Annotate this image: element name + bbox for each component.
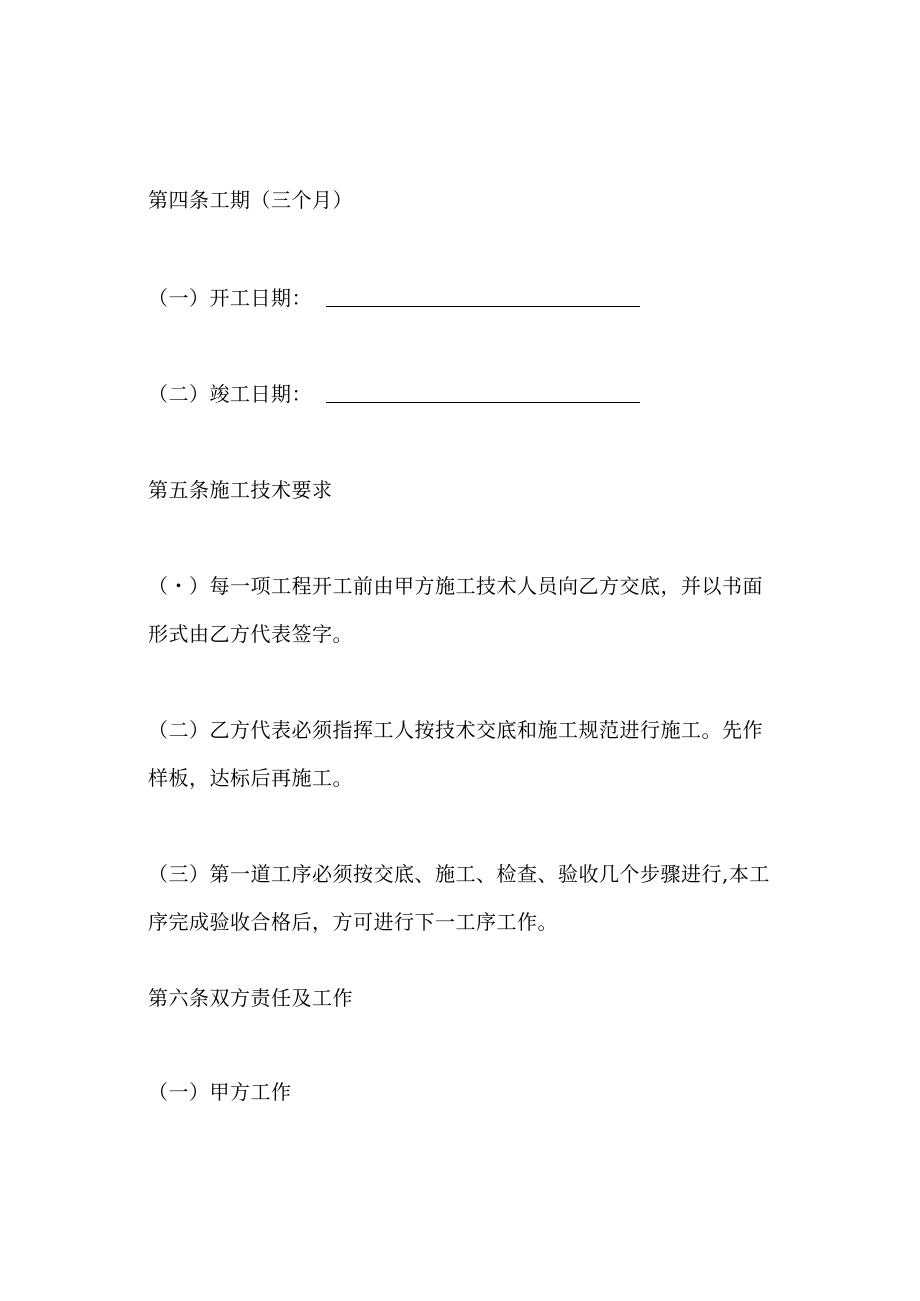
start-date-blank[interactable] — [326, 305, 640, 307]
start-date-line — [148, 274, 808, 322]
start-date-label: （一）开工日期： — [148, 286, 312, 310]
article-5-item-3-line-1: （三）第一道工序必须按交底、施工、检查、验收几个步骤进行,本工 — [148, 862, 770, 886]
end-date-blank[interactable] — [326, 401, 640, 403]
end-date-line — [148, 370, 808, 418]
article-5-item-3-line-2: 序完成验收合格后，方可进行下一工序工作。 — [148, 910, 558, 934]
end-date-label: （二）竣工日期： — [148, 382, 312, 406]
article-5-item-3 — [148, 850, 808, 946]
article-5-item-2-line-2: 样板，达标后再施工。 — [148, 766, 353, 790]
article-5-item-1-line-1: （・）每一项工程开工前由甲方施工技术人员向乙方交底，并以书面 — [148, 574, 763, 598]
article-4-heading: 第四条工期（三个月） — [148, 188, 353, 212]
article-5-item-1 — [148, 562, 808, 658]
article-5-item-2-line-1: （二）乙方代表必须指挥工人按技术交底和施工规范进行施工。先作 — [148, 718, 763, 742]
article-5-item-1-line-2: 形式由乙方代表签字。 — [148, 622, 353, 646]
article-5-heading: 第五条施工技术要求 — [148, 478, 333, 502]
article-6-heading: 第六条双方责任及工作 — [148, 986, 353, 1010]
article-6-item-1: （一）甲方工作 — [148, 1080, 292, 1104]
article-5-item-2 — [148, 706, 808, 802]
